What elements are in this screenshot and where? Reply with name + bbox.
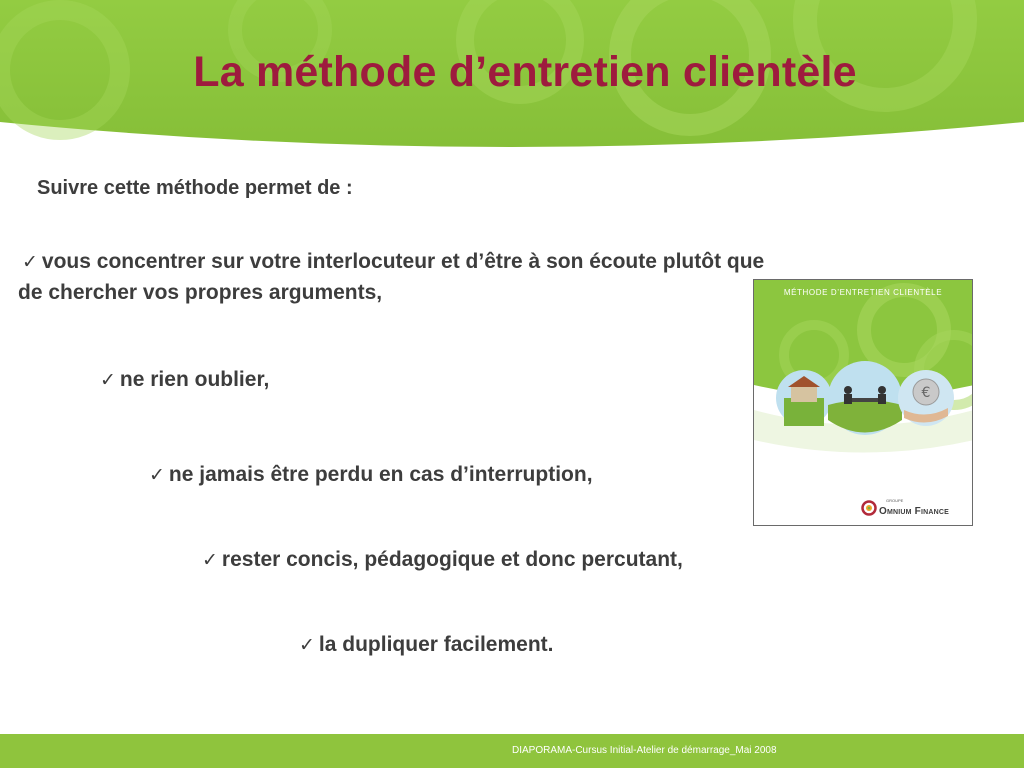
- checkmark-icon: ✓: [149, 464, 165, 486]
- omnium-logo-icon: [861, 500, 877, 516]
- meeting-icon: [828, 361, 902, 435]
- brochure-thumbnail: [753, 279, 973, 526]
- brochure-cover-art: [754, 280, 973, 526]
- house-icon: [776, 370, 832, 426]
- bullet-text: la dupliquer facilement.: [318, 633, 554, 656]
- bullet-text: de chercher vos propres arguments,: [18, 281, 383, 304]
- bullet-item: [299, 629, 553, 661]
- checkmark-icon: ✓: [100, 369, 116, 391]
- svg-text:€: €: [921, 385, 931, 401]
- checkmark-icon: ✓: [299, 634, 315, 656]
- bullet-text: ne rien oublier,: [119, 368, 270, 391]
- bullet-item: [202, 544, 683, 576]
- bullet-text: rester concis, pédagogique et donc percutant,: [221, 548, 683, 571]
- checkmark-icon: ✓: [202, 549, 218, 571]
- footer-text: DIAPORAMA-Cursus Initial-Atelier de démarrage_Mai 2008: [512, 745, 777, 756]
- bullet-item: [100, 364, 269, 396]
- header-band: [0, 0, 1024, 160]
- brochure-logo-name: Omnium Finance: [879, 506, 950, 517]
- checkmark-icon: ✓: [22, 251, 38, 273]
- intro-text: Suivre cette méthode permet de :: [37, 177, 353, 199]
- brochure-title: MÉTHODE D’ENTRETIEN CLIENTÈLE: [783, 288, 943, 297]
- bullet-item: [22, 246, 764, 278]
- footer-bar: [0, 734, 1024, 768]
- bullet-item: [149, 459, 593, 491]
- euro-coin-icon: [898, 370, 954, 426]
- slide-title: La méthode d’entretien clientèle: [193, 48, 857, 96]
- bullet-item-continuation: [18, 277, 382, 308]
- bullet-text: vous concentrer sur votre interlocuteur et d’être à son écoute plutôt que: [41, 250, 765, 273]
- brochure-logo-group: GROUPE: [886, 498, 904, 503]
- bullet-text: ne jamais être perdu en cas d’interruption,: [168, 463, 593, 486]
